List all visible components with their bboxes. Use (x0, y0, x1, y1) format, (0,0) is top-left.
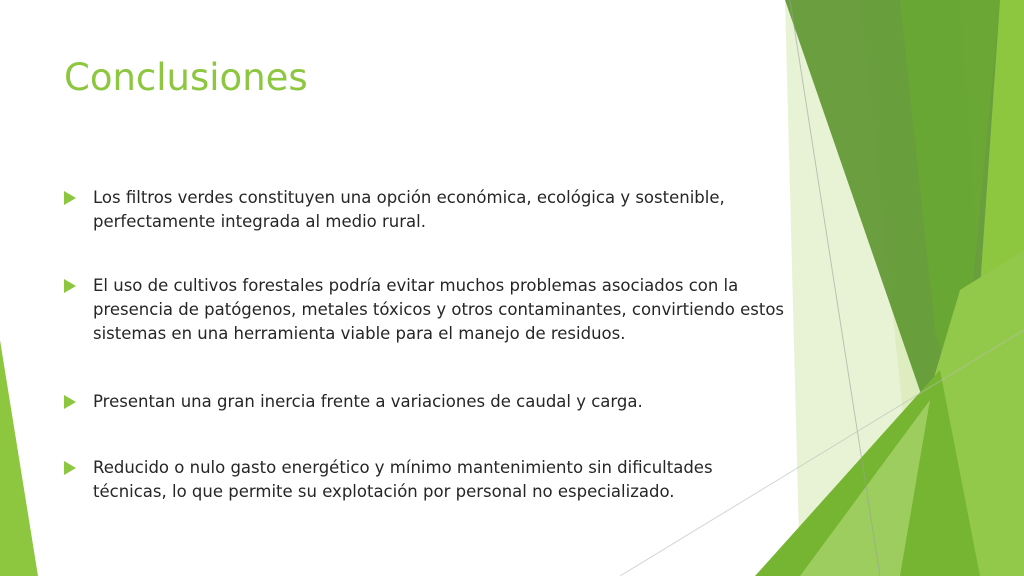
list-item (64, 390, 784, 414)
list-item (64, 186, 784, 234)
left-edge-shape (0, 340, 38, 576)
bullet-list (64, 0, 784, 576)
bullet-text: Presentan una gran inercia frente a variaciones de caudal y carga. (93, 392, 643, 411)
list-item (64, 274, 784, 346)
list-item (64, 456, 784, 504)
bullet-text: El uso de cultivos forestales podría evitar muchos problemas asociados con la presencia de patógenos, metales tóxicos y otros contaminantes, convirtiendo estos sistemas en una herramienta viable para el manejo de residuos. (93, 276, 785, 343)
triangle-arrow-icon (64, 274, 80, 298)
slide-title: Conclusiones (64, 56, 308, 99)
bullet-text: Reducido o nulo gasto energético y mínimo mantenimiento sin dificultades técnicas, lo que permite su explotación por personal no especializado. (93, 458, 713, 501)
triangle-arrow-icon (64, 456, 80, 480)
triangle-arrow-icon (64, 390, 80, 414)
triangle-arrow-icon (64, 186, 80, 210)
bullet-text: Los filtros verdes constituyen una opción económica, ecológica y sostenible, perfectamente integrada al medio rural. (93, 188, 725, 231)
